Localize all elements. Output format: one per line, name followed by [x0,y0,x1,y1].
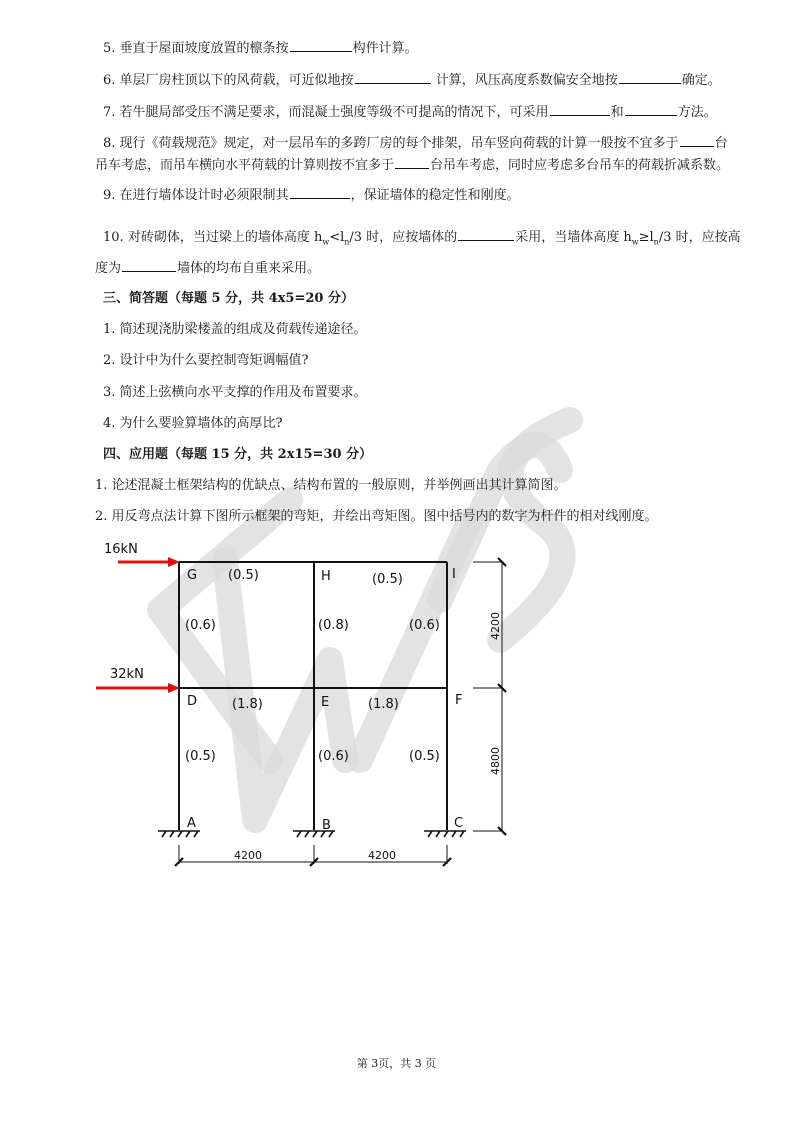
dim-lower-story: 4800 [489,747,502,775]
load-label-middle: 32kN [110,667,144,682]
section-4-heading: 四、应用题（每题 15 分，共 2x15=30 分） [103,447,373,462]
question-7: 7. 若牛腿局部受压不满足要求，而混凝土强度等级不可提高的情况下，可采用 和 方法。 [103,105,717,120]
node-label-f: F [455,693,463,708]
dim-bay-2: 4200 [368,849,396,862]
section-3-question-3: 3. 简述上弦横向水平支撑的作用及布置要求。 [103,385,367,400]
node-label-d: D [187,694,198,709]
stiffness-de: (1.8) [232,697,263,712]
stiffness-fi: (0.6) [409,618,440,633]
section-3-question-4: 4. 为什么要验算墙体的高厚比? [103,416,283,431]
stiffness-ef: (1.8) [368,697,399,712]
node-label-b: B [322,818,331,833]
section-4-question-2: 2. 用反弯点法计算下图所示框架的弯矩，并绘出弯矩图。图中括号内的数字为杆件的相对线刚度。 [95,509,658,524]
load-label-top: 16kN [104,542,138,557]
stiffness-hi: (0.5) [372,572,403,587]
question-10-line1: 10. 对砖砌体，当过梁上的墙体高度 $h_w<l_n/3$ 时，应按墙体的 采用，当墙体高度 $h_w\ge l_n/3$ 时，应按高 [103,230,741,247]
section-3-heading: 三、简答题（每题 5 分，共 4x5=20 分） [103,291,354,306]
node-label-a: A [187,816,196,831]
question-8-line2: 吊车考虑，而吊车横向水平荷载的计算则按不宜多于 台吊车考虑，同时应考虑多台吊车的荷载折减系数。 [95,158,730,173]
section-4-question-1: 1. 论述混凝土框架结构的优缺点、结构布置的一般原则，并举例画出其计算简图。 [95,478,567,493]
node-label-g: G [187,568,198,583]
dim-upper-story: 4200 [489,612,502,640]
dim-bay-1: 4200 [234,849,262,862]
question-6: 6. 单层厂房柱顶以下的风荷载，可近似地按 计算，风压高度系数偏安全地按 确定。 [103,73,721,88]
stiffness-dg: (0.6) [185,618,216,633]
node-label-h: H [321,569,331,584]
question-5: 5. 垂直于屋面坡度放置的檩条按 构件计算。 [103,41,418,56]
stiffness-ad: (0.5) [185,749,216,764]
stiffness-cf: (0.5) [409,749,440,764]
horizontal-dimension [175,845,451,866]
section-3-question-2: 2. 设计中为什么要控制弯矩调幅值? [103,353,309,368]
page-footer: 第 3页，共 3 页 [356,1057,437,1070]
fixed-support-icons [158,831,466,837]
question-9: 9. 在进行墙体设计时必须限制其 ，保证墙体的稳定性和刚度。 [103,188,520,203]
question-8-line1: 8. 现行《荷载规范》规定，对一层吊车的多跨厂房的每个排架，吊车竖向荷载的计算一般按不宜多于 台 [103,136,728,151]
section-3-question-1: 1. 简述现浇肋梁楼盖的组成及荷载传递途径。 [103,322,367,337]
stiffness-be: (0.6) [318,749,349,764]
vertical-dimension [473,558,506,835]
stiffness-eh: (0.8) [318,618,349,633]
node-label-c: C [454,816,464,831]
node-label-e: E [321,695,330,710]
stiffness-gh: (0.5) [228,568,259,583]
node-label-i: I [452,567,456,582]
question-10-line2: 度为 墙体的均布自重来采用。 [95,261,321,276]
